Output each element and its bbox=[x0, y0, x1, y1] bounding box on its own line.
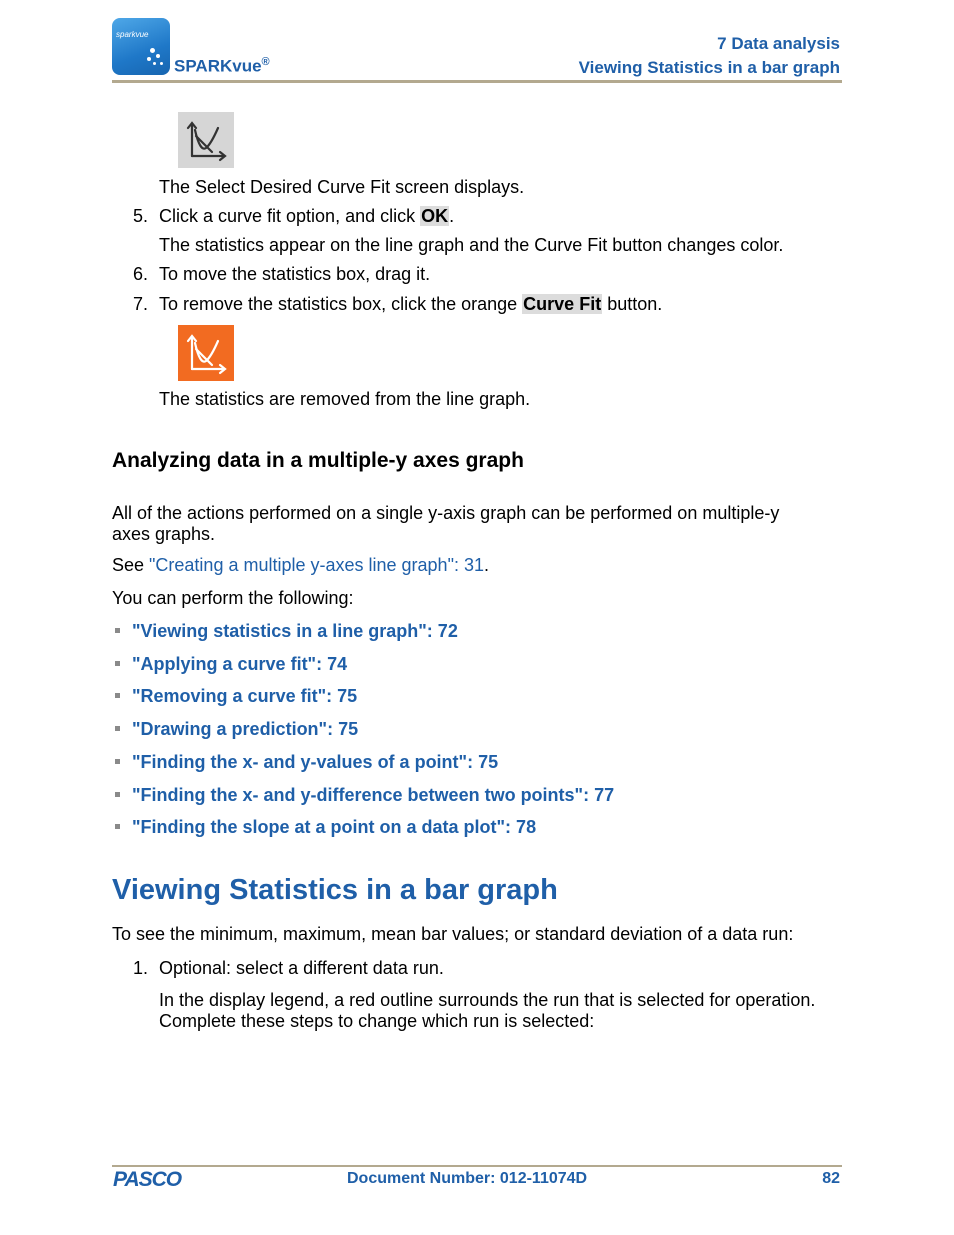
running-header bbox=[579, 32, 840, 80]
section-title: Viewing Statistics in a bar graph bbox=[578, 58, 840, 77]
paragraph: You can perform the following: bbox=[112, 588, 354, 608]
bullet-icon bbox=[115, 792, 120, 797]
step-5-note: The statistics appear on the line graph and the Curve Fit button changes color. bbox=[159, 235, 784, 255]
bullet-item[interactable]: "Removing a curve fit": 75 bbox=[112, 686, 357, 707]
bullet-item[interactable]: "Finding the x- and y-difference between two points": 77 bbox=[112, 785, 614, 806]
step-number: 6. bbox=[133, 264, 149, 284]
curve-fit-active-icon bbox=[178, 325, 234, 381]
bullet-item[interactable]: "Applying a curve fit": 74 bbox=[112, 654, 347, 675]
bullet-icon bbox=[115, 693, 120, 698]
bullet-icon bbox=[115, 824, 120, 829]
curve-fit-term: Curve Fit bbox=[523, 294, 602, 314]
page-number: 82 bbox=[822, 1170, 840, 1187]
document-number: Document Number: 012-11074D bbox=[347, 1170, 588, 1187]
chapter-title: 7 Data analysis bbox=[717, 34, 840, 53]
bullet-icon bbox=[115, 726, 120, 731]
bullet-icon bbox=[115, 661, 120, 666]
bullet-item[interactable]: "Viewing statistics in a line graph": 72 bbox=[112, 621, 458, 642]
see-paragraph: See "Creating a multiple y-axes line graph": 31. bbox=[112, 555, 489, 575]
product-name: SPARKvue® bbox=[174, 56, 270, 76]
sparkvue-logo bbox=[112, 18, 170, 75]
bullet-item[interactable]: "Drawing a prediction": 75 bbox=[112, 719, 358, 740]
header-rule bbox=[112, 80, 842, 83]
step-number: 1. bbox=[133, 958, 149, 978]
paragraph: To see the minimum, maximum, mean bar values; or standard deviation of a data run: bbox=[112, 924, 794, 944]
pasco-logo: PASCO bbox=[113, 1168, 182, 1191]
step-number: 7. bbox=[133, 294, 149, 314]
curve-fit-icon bbox=[178, 112, 234, 168]
bullet-icon bbox=[115, 628, 120, 633]
step-7: To remove the statistics box, click the orange Curve Fit button. bbox=[159, 294, 663, 314]
step-5: Click a curve fit option, and click OK. bbox=[159, 206, 455, 226]
paragraph: The statistics are removed from the line graph. bbox=[159, 389, 531, 409]
step-6: To move the statistics box, drag it. bbox=[159, 264, 431, 284]
ok-term: OK bbox=[421, 206, 449, 226]
cross-reference-link[interactable]: "Creating a multiple y-axes line graph": 31 bbox=[149, 555, 484, 575]
logo-text: sparkvue bbox=[116, 30, 149, 39]
paragraph: All of the actions performed on a single y-axis graph can be performed on multiple-y axes graphs. bbox=[112, 503, 780, 544]
step-number: 5. bbox=[133, 206, 149, 226]
bullet-icon bbox=[115, 759, 120, 764]
paragraph: The Select Desired Curve Fit screen displays. bbox=[159, 177, 525, 197]
page-title: Viewing Statistics in a bar graph bbox=[112, 874, 558, 906]
step-1: Optional: select a different data run. bbox=[159, 958, 444, 978]
section-heading: Analyzing data in a multiple-y axes graph bbox=[112, 449, 524, 472]
step-1-note: In the display legend, a red outline surrounds the run that is selected for operation. Complete these steps to change which run is selected: bbox=[159, 990, 816, 1031]
bullet-item[interactable]: "Finding the x- and y-values of a point": 75 bbox=[112, 752, 498, 773]
footer-rule bbox=[112, 1165, 842, 1167]
bullet-item[interactable]: "Finding the slope at a point on a data plot": 78 bbox=[112, 817, 536, 838]
